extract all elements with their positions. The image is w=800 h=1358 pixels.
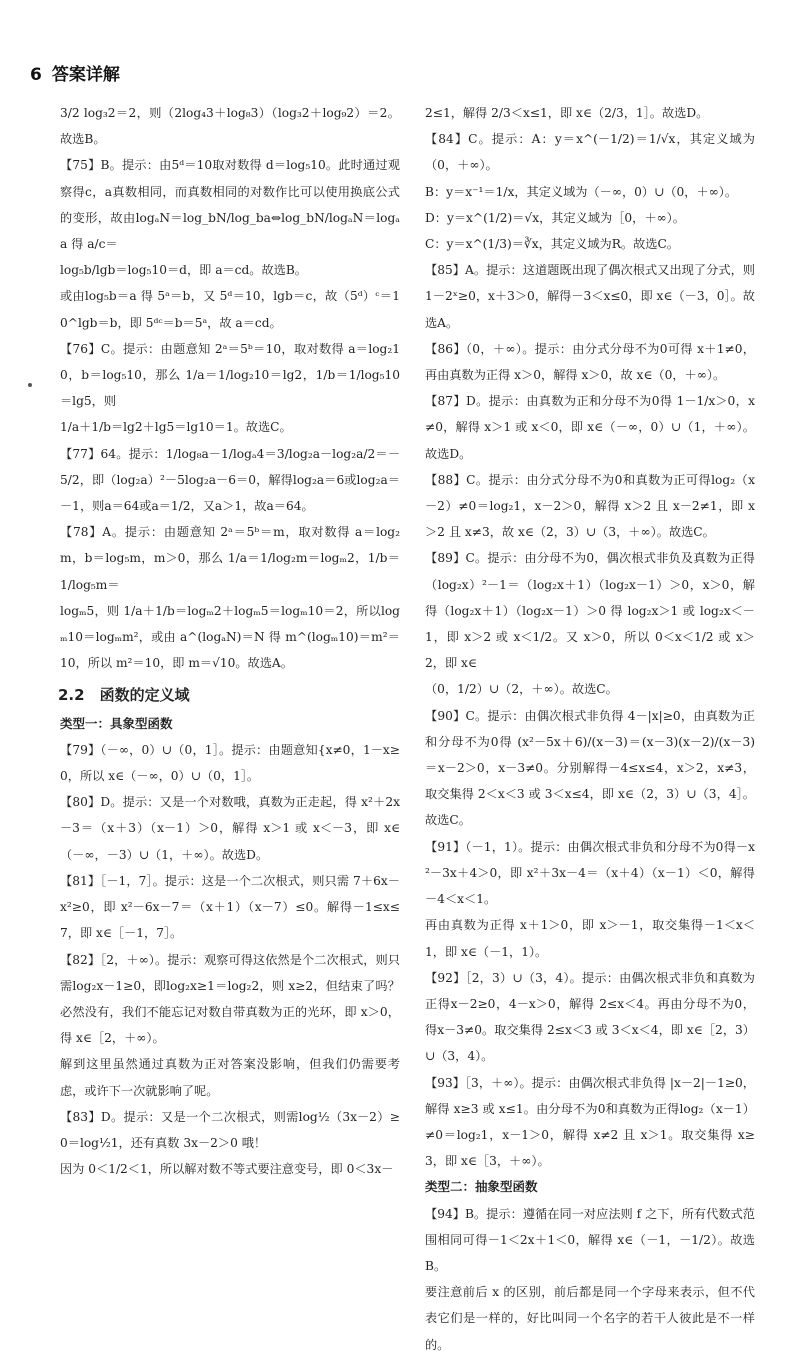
text-line: 解到这里虽然通过真数为正对答案没影响，但我们仍需要考虑，或许下一次就影响了呢。 [60,1057,400,1098]
text-line: C：y＝x^(1/3)＝∛x，其定义域为R。故选C。 [425,237,679,252]
answer-83: 【83】D。提示：又是一个二次根式，则需log½（3x－2）≥0＝log½1，还有真数 3x－2＞0 哦！ [60,1109,400,1150]
margin-dot [28,383,32,387]
right-column [425,100,755,1358]
answer-75: 【75】B。提示：由5ᵈ＝10取对数得 d＝log₅10。此时通过观察得c，a真数相同，而真数相同的对数作比可以使用换底公式的变形，故由logₐN＝log_bN/log_ba⇔log_bN/logₐN＝logₐa 得 a/c＝ [60,158,400,252]
answer-76: 【76】C。提示：由题意知 2ᵃ＝5ᵇ＝10，取对数得 a＝log₂10，b＝log₅10，那么 1/a＝1/log₂10＝lg2，1/b＝1/log₅10＝lg5，则 [60,341,400,409]
answer-85: 【85】A。提示：这道题既出现了偶次根式又出现了分式，则1－2ˣ≥0，x＋3＞0，解得－3＜x≤0，即 x∈（－3，0］。故选A。 [425,263,755,330]
answer-82: 【82】［2，＋∞）。提示：观察可得这依然是个二次根式，则只需log₂x－1≥0，即log₂x≥1＝log₂2，则 x≥2，但结束了吗？必然没有，我们不能忘记对数自带真数为正的光环，即 x＞0，得 x∈［2，＋∞）。 [60,952,400,1046]
text-line: D：y＝x^(1/2)＝√x，其定义域为［0，＋∞）。 [425,210,685,225]
answer-92: 【92】［2，3）∪（3，4）。提示：由偶次根式非负和真数为正得x－2≥0，4－x＞0，解得 2≤x＜4。再由分母不为0，得x－3≠0。取交集得 2≤x＜3 或 3＜x＜4，即 x∈［2，3）∪（3，4）。 [425,970,755,1064]
text-line: logₘ5，则 1/a＋1/b＝logₘ2＋logₘ5＝logₘ10＝2，所以logₘ10＝logₘm²，或由 a^(logₐN)＝N 得 m^(logₘ10)＝m²＝10，所以 m²＝10，即 m＝√10。故选A。 [60,603,400,671]
page-number: 6 [30,65,42,85]
answer-81: 【81】［－1，7］。提示：这是一个二次根式，则只需 7＋6x－x²≥0，即 x²－6x－7＝（x＋1）（x－7）≤0。解得－1≤x≤7，即 x∈［－1，7］。 [60,873,400,941]
answer-87: 【87】D。提示：由真数为正和分母不为0得 1－1/x＞0，x≠0，解得 x＞1 或 x＜0，即 x∈（－∞，0）∪（1，＋∞）。故选D。 [425,394,755,461]
subsection-heading: 类型一：具象型函数 [60,715,173,731]
section-heading: 2.2 函数的定义域 [58,686,190,705]
answer-84: 【84】C。提示：A：y＝x^(－1/2)＝1/√x，其定义域为（0，＋∞）。 [425,132,755,173]
answer-79: 【79】（－∞，0）∪（0，1］。提示：由题意知{x≠0，1－x≥0，所以 x∈（－∞，0）∪（0，1］。 [60,742,400,784]
left-column [60,100,400,1182]
text-line: 再由真数为正得 x＋1＞0，即 x＞－1，取交集得－1＜x＜1，即 x∈（－1，1）。 [425,918,755,959]
answer-91: 【91】（－1，1）。提示：由偶次根式非负和分母不为0得－x²－3x＋4＞0，即 x²＋3x－4＝（x＋4）（x－1）＜0，解得－4＜x＜1。 [425,839,755,907]
text-line: 1/a＋1/b＝lg2＋lg5＝lg10＝1。故选C。 [60,420,292,435]
answer-93: 【93】［3，＋∞）。提示：由偶次根式非负得 |x－2|－1≥0，解得 x≥3 或 x≤1。由分母不为0和真数为正得log₂（x－1）≠0＝log₂1，x－1＞0，解得 x≠2 且 x＞1。取交集得 x≥3，即 x∈［3，＋∞）。 [425,1075,755,1169]
answer-86: 【86】（0，＋∞）。提示：由分式分母不为0可得 x＋1≠0，再由真数为正得 x＞0，解得 x＞0，故 x∈（0，＋∞）。 [425,341,755,383]
answer-89: 【89】C。提示：由分母不为0，偶次根式非负及真数为正得（log₂x）²－1＝（log₂x＋1）（log₂x－1）＞0，x＞0，解得（log₂x＋1）（log₂x－1）＞0 得 log₂x＞1 或 log₂x＜－1，即 x＞2 或 x＜1/2。又 x＞0，所以 0＜x＜1/2 或 x＞2，即 x∈ [425,551,755,671]
text-line: 3/2 log₃2＝2，则（2log₄3＋log₈3）（log₃2＋log₉2）＝2。故选B。 [60,106,400,147]
answer-94: 【94】B。提示：遵循在同一对应法则 f 之下，所有代数式范围相同可得－1＜2x＋1＜0，解得 x∈（－1，－1/2）。故选B。 [425,1206,755,1273]
subsection-heading: 类型二：抽象型函数 [425,1179,538,1195]
text-line: 因为 0＜1/2＜1，所以解对数不等式要注意变号，即 0＜3x－ [60,1162,394,1177]
header-title: 答案详解 [51,65,120,85]
answer-88: 【88】C。提示：由分式分母不为0和真数为正可得log₂（x－2）≠0＝log₂1，x－2＞0，解得 x＞2 且 x－2≠1，即 x＞2 且 x≠3，故 x∈（2，3）∪（3，＋∞）。故选C。 [425,472,755,540]
answer-77: 【77】64。提示：1/log₈a－1/logₐ4＝3/log₂a－log₂a/2＝－5/2，即（log₂a）²－5log₂a－6＝0，解得log₂a＝6或log₂a＝－1，则a＝64或a＝1/2，又a＞1，故a＝64。 [60,446,400,514]
text-line: 要注意前后 x 的区别，前后都是同一个字母来表示，但不代表它们是一样的，好比叫同一个名字的若干人彼此是不一样的。 [425,1285,755,1352]
text-line: log₅b/lgb＝log₅10＝d，即 a＝cd。故选B。 [60,263,307,278]
answer-90: 【90】C。提示：由偶次根式非负得 4－|x|≥0，由真数为正和分母不为0得 (x²－5x＋6)/(x－3)＝(x－3)(x－2)/(x－3)＝x－2＞0，x－3≠0。分别解得－4≤x≤4，x＞2，x≠3，取交集得 2＜x＜3 或 3＜x≤4，即 x∈（2，3）∪（3，4］。故选C。 [425,708,755,828]
page-header [30,60,120,85]
answer-80: 【80】D。提示：又是一个对数哦，真数为正走起，得 x²＋2x－3＝（x＋3）（x－1）＞0，解得 x＞1 或 x＜－3，即 x∈（－∞，－3）∪（1，＋∞）。故选D。 [60,795,400,862]
answer-78: 【78】A。提示：由题意知 2ᵃ＝5ᵇ＝m，取对数得 a＝log₂m，b＝log₅m，m＞0，那么 1/a＝1/log₂m＝logₘ2，1/b＝1/log₅m＝ [60,525,400,592]
text-line: （0，1/2）∪（2，＋∞）。故选C。 [425,682,618,697]
text-line: 2≤1，解得 2/3＜x≤1，即 x∈（2/3，1］。故选D。 [425,106,709,120]
text-line: 或由log₅b＝a 得 5ᵃ＝b，又 5ᵈ＝10，lgb＝c，故（5ᵈ）ᶜ＝10^lgb＝b，即 5ᵈᶜ＝b＝5ᵃ，故 a＝cd。 [60,289,400,330]
text-line: B：y＝x⁻¹＝1/x，其定义域为（－∞，0）∪（0，＋∞）。 [425,184,738,199]
